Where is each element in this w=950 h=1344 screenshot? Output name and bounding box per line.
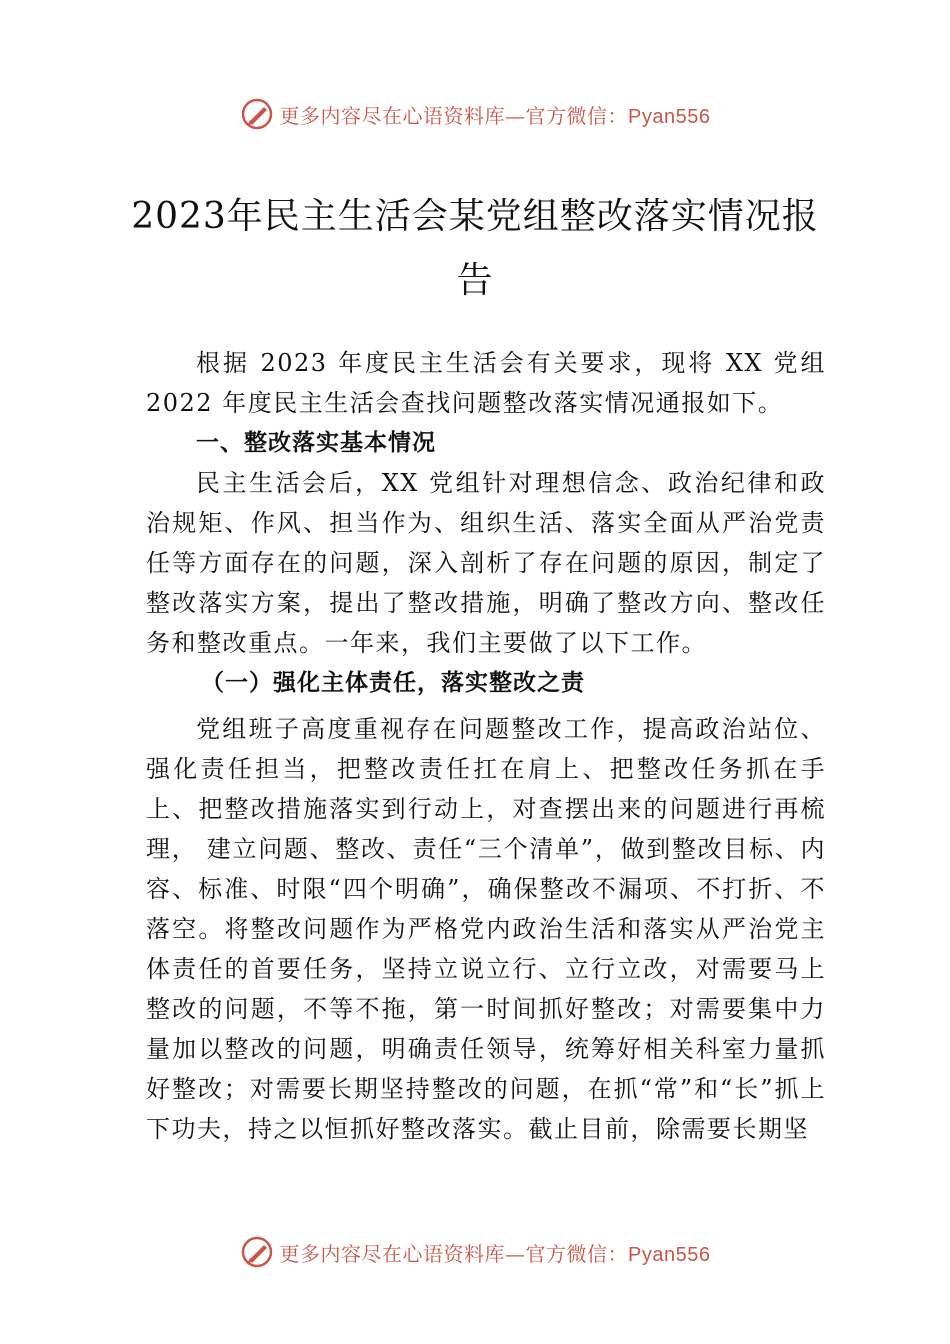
intro-paragraph: 根据 2023 年度民主生活会有关要求，现将 XX 党组 2022 年度民主生活会查找问题整改落实情况通报如下。	[146, 349, 826, 417]
watermark-header	[0, 94, 950, 134]
subsection1-paragraph: 党组班子高度重视存在问题整改工作，提高政治站位、强化责任担当，把整改责任扛在肩上、把整改任务抓在手上、把整改措施落实到行动上，对查摆出来的问题进行再梳理， 建立问题、整改、责任“三个清单”，做到整改目标、内容、标准、时限“四个明确”，确保整改不漏项、不打折、不落空。将整改问题作为严格党内政治生活和落实从严治党主体责任的首要任务，坚持立说立行、立行立改，对需要马上整改的问题，不等不拖，第一时间抓好整改；对需要集中力量加以整改的问题，明确责任领导，统筹好相关科室力量抓好整改；对需要长期坚持整改的问题，在抓“常”和“长”抓上下功夫，持之以恒抓好整改落实。截止目前，除需要长期坚	[146, 715, 826, 1143]
watermark-text: 更多内容尽在心语资料库—官方微信：Pyan556	[279, 1241, 711, 1266]
watermark-text: 更多内容尽在心语资料库—官方微信：Pyan556	[279, 103, 711, 128]
quill-logo-icon	[240, 1235, 274, 1269]
watermark-footer	[0, 1232, 950, 1272]
section1-paragraph: 民主生活会后，XX 党组针对理想信念、政治纪律和政治规矩、作风、担当作为、组织生活、落实全面从严治党责任等方面存在的问题，深入剖析了存在问题的原因，制定了整改落实方案，提出了整改措施，明确了整改方向、整改任务和整改重点。一年来，我们主要做了以下工作。	[146, 469, 826, 657]
document-body	[146, 343, 826, 1149]
subsection-heading-1: （一）强化主体责任，落实整改之责	[201, 669, 585, 696]
quill-logo-icon	[240, 97, 274, 131]
document-title: 2023年民主生活会某党组整改落实情况报告	[131, 196, 819, 301]
section-heading-1: 一、整改落实基本情况	[196, 430, 436, 456]
